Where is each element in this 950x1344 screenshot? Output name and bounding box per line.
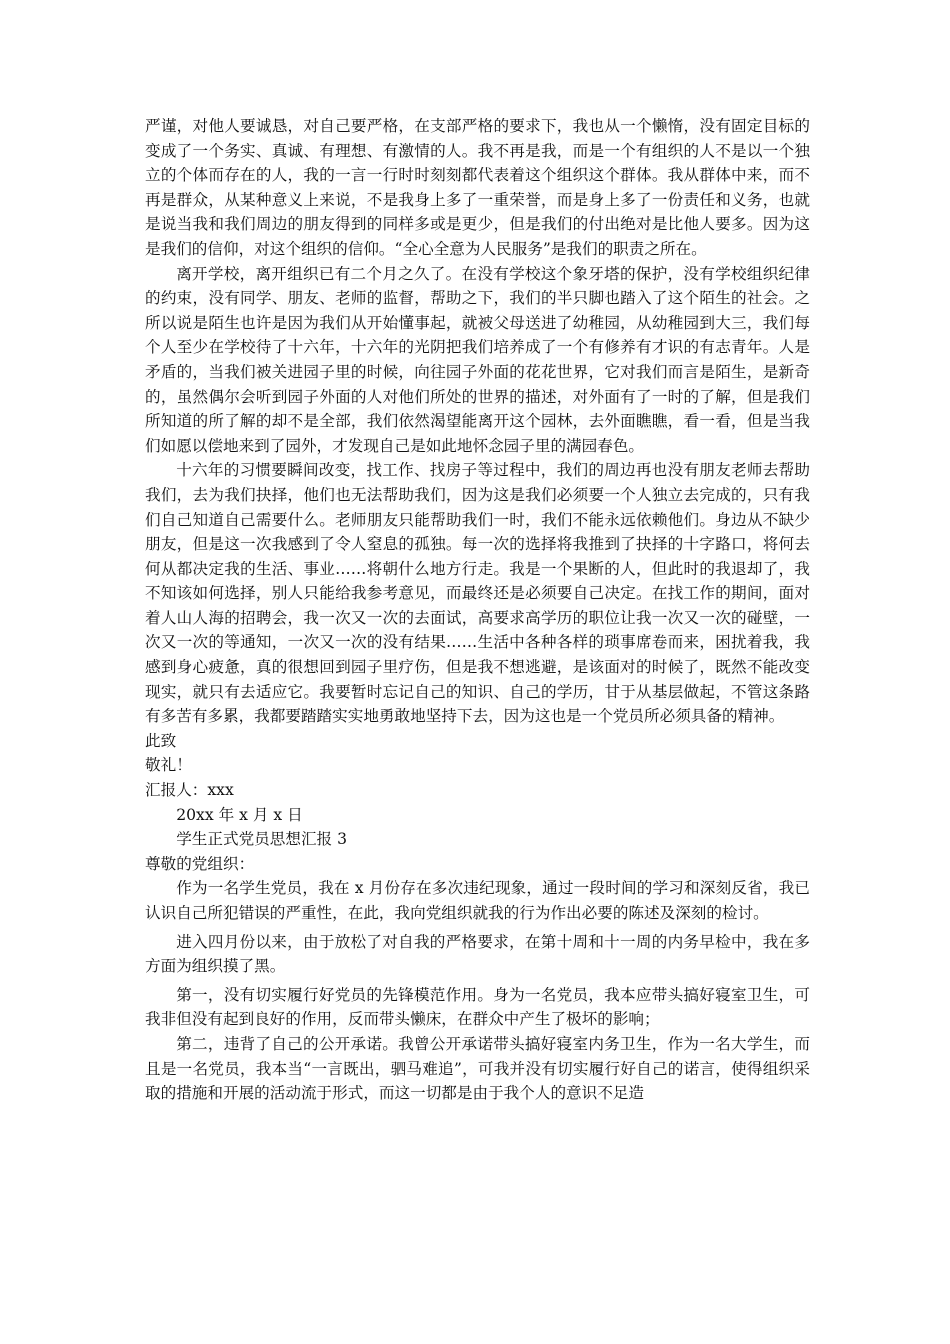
paragraph-job-hunting: 十六年的习惯要瞬间改变，找工作、找房子等过程中，我们的周边再也没有朋友老师去帮助我们，去为我们抉择，他们也无法帮助我们，因为这是我们必须要一个人独立去完成的，只有我们自己知道自己需要什么。老师朋友只能帮助我们一时，我们不能永远依赖他们。身边从不缺少朋友，但是这一次我感到了令人窒息的孤独。每一次的选择将我推到了抉择的十字路口，将何去何从都决定我的生活、事业……将朝什么地方行走。我是一个果断的人，但此时的我退却了，我不知该如何选择，别人只能给我参考意见，而最终还是必须要自己决定。在找工作的期间，面对着人山人海的招聘会，我一次又一次的去面试，高要求高学历的职位让我一次又一次的碰壁，一次又一次的等通知，一次又一次的没有结果……生活中各种各样的琐事席卷而来，困扰着我，我感到身心疲惫，真的很想回到园子里疗伤，但是我不想逃避，是该面对的时候了，既然不能改变现实，就只有去适应它。我要暂时忘记自己的知识、自己的学历，甘于从基层做起，不管这条路有多苦有多累，我都要踏踏实实地勇敢地坚持下去，因为这也是一个党员所必须具备的精神。 [145,461,810,726]
paragraph-leaving-school: 离开学校，离开组织已有二个月之久了。在没有学校这个象牙塔的保护，没有学校组织纪律的约束，没有同学、朋友、老师的监督，帮助之下，我们的半只脚也踏入了这个陌生的社会。之所以说是陌生也许是因为我们从开始懂事起，就被父母送进了幼稚园，从幼稚园到大三，我们每个人至少在学校待了十六年，十六年的光阴把我们培养成了一个有修养有才识的有志青年。人是矛盾的，当我们被关进园子里的时候，向往园子外面的花花世界，它对我们而言是陌生，是新奇的，虽然偶尔会听到园子外面的人对他们所处的世界的描述，对外面有了一时的了解，但是我们所知道的所了解的却不是全部，我们依然渴望能离开这个园林，去外面瞧瞧，看一看，但是当我们如愿以偿地来到了园外，才发现自己是如此地怀念园子里的满园春色。 [145,264,810,455]
report-date: 20xx 年 x 月 x 日 [176,805,303,824]
paragraph-introduction: 作为一名学生党员，我在 x 月份存在多次违纪现象，通过一段时间的学习和深刻反省，我已认识自己所犯错误的严重性，在此，我向党组织就我的行为作出必要的陈述及深刻的检讨。 [145,879,810,922]
document-page [145,114,810,1106]
paragraph-second-point: 第二，违背了自己的公开承诺。我曾公开承诺带头搞好寝室内务卫生，作为一名大学生，而且是一名党员，我本当“一言既出，驷马难追”，可我并没有切实履行好自己的诺言，使得组织采取的措施和开展的活动流于形式，而这一切都是由于我个人的意识不足造 [145,1034,810,1103]
paragraph-april: 进入四月份以来，由于放松了对自我的严格要求，在第十周和十一周的内务早检中，我在多方面为组织摸了黑。 [145,932,810,976]
closing-jing-li: 敬礼！ [145,756,192,775]
paragraph-first-point: 第一，没有切实履行好党员的先锋模范作用。身为一名党员，我本应带头搞好寝室卫生，可我非但没有起到良好的作用，反而带头懒床，在群众中产生了极坏的影响； [145,985,810,1029]
paragraph-responsibility: 严谨，对他人要诚恳，对自己要严格，在支部严格的要求下，我也从一个懒惰，没有固定目标的变成了一个务实、真诚、有理想、有激情的人。我不再是我，而是一个有组织的人不是以一个独立的个体而存在的人，我的一言一行时时刻刻都代表着这个组织这个群体。我从群体中来，而不再是群众，从某种意义上来说，不是我身上多了一重荣誉，而是身上多了一份责任和义务，也就是说当我和我们周边的朋友得到的同样多或是更少，但是我们的付出绝对是比他人要多。因为这是我们的信仰，对这个组织的信仰。“全心全意为人民服务”是我们的职责之所在。 [145,117,810,258]
salutation: 尊敬的党组织： [145,854,255,873]
reporter-signature: 汇报人：xxx [145,781,234,800]
closing-ci-zhi: 此致 [145,731,177,750]
section-title: 学生正式党员思想汇报 3 [176,830,348,849]
